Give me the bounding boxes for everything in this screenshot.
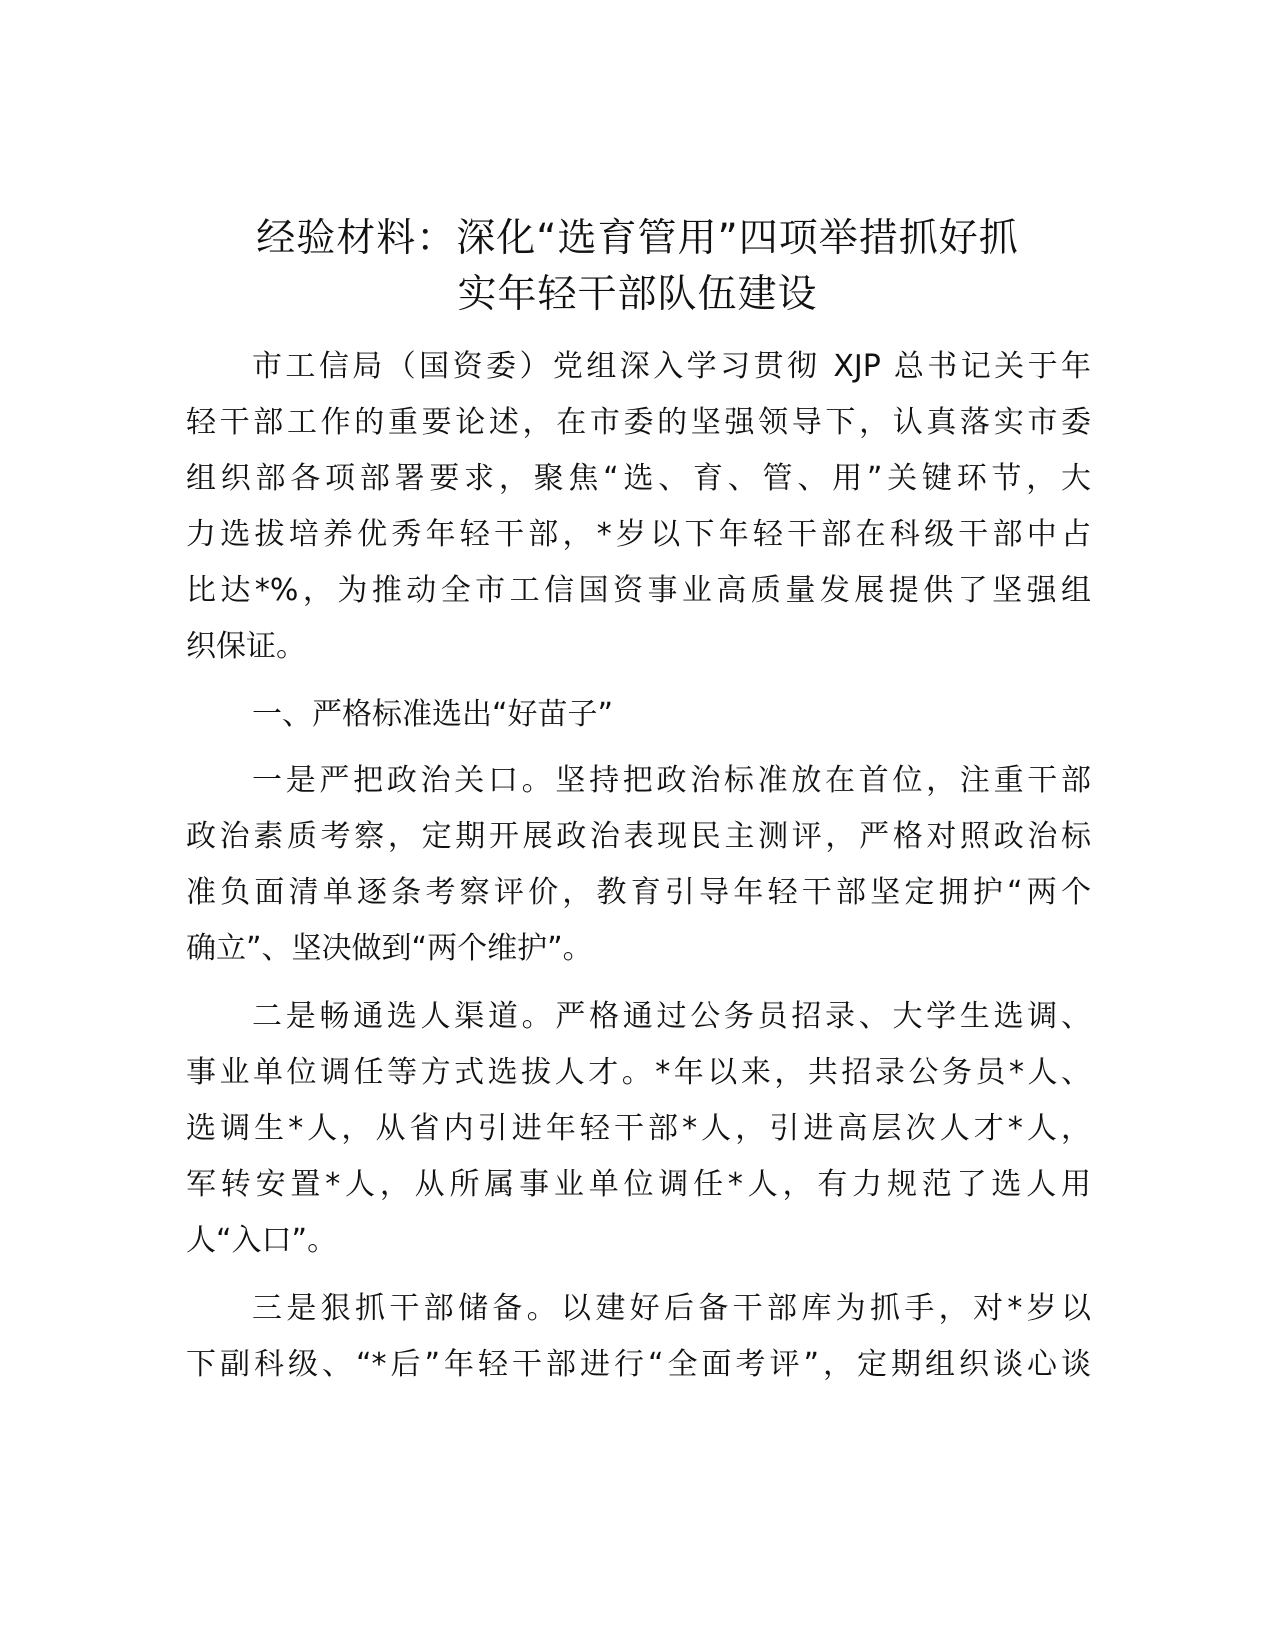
point-1-line-3: 准负面清单逐条考察评价，教育引导年轻干部坚定拥护“两个 [186, 875, 1091, 910]
point-1-line-4: 确立”、坚决做到“两个维护”。 [186, 931, 593, 966]
intro-line-3: 组织部各项部署要求，聚焦“选、育、管、用”关键环节，大 [186, 461, 1091, 496]
point-2-line-1: 二是畅通选人渠道。严格通过公务员招录、大学生选调、 [252, 999, 1091, 1034]
section-heading-1: 一、严格标准选出“好苗子” [252, 697, 614, 732]
intro-line-6: 织保证。 [186, 629, 306, 664]
intro-line-5: 比达*%，为推动全市工信国资事业高质量发展提供了坚强组 [186, 573, 1091, 608]
point-3-line-1: 三是狠抓干部储备。以建好后备干部库为抓手，对*岁以 [252, 1291, 1091, 1326]
point-1-line-1: 一是严把政治关口。坚持把政治标准放在首位，注重干部 [252, 763, 1091, 798]
intro-line-4: 力选拔培养优秀年轻干部，*岁以下年轻干部在科级干部中占 [186, 517, 1091, 552]
point-2-line-5: 人“入口”。 [186, 1223, 338, 1258]
point-1-line-2: 政治素质考察，定期开展政治表现民主测评，严格对照政治标 [186, 819, 1091, 854]
point-3-line-2: 下副科级、“*后”年轻干部进行“全面考评”，定期组织谈心谈 [186, 1347, 1091, 1382]
intro-line-1: 市工信局（国资委）党组深入学习贯彻 XJP 总书记关于年 [252, 349, 1091, 384]
point-2-line-2: 事业单位调任等方式选拔人才。*年以来，共招录公务员*人、 [186, 1055, 1091, 1090]
point-2-line-4: 军转安置*人，从所属事业单位调任*人，有力规范了选人用 [186, 1167, 1091, 1202]
title-line-1: 经验材料：深化“选育管用”四项举措抓好抓 [256, 216, 1019, 261]
point-2-line-3: 选调生*人，从省内引进年轻干部*人，引进高层次人才*人， [186, 1111, 1091, 1146]
title-line-2: 实年轻干部队伍建设 [457, 272, 818, 317]
intro-line-2: 轻干部工作的重要论述，在市委的坚强领导下，认真落实市委 [186, 405, 1091, 440]
